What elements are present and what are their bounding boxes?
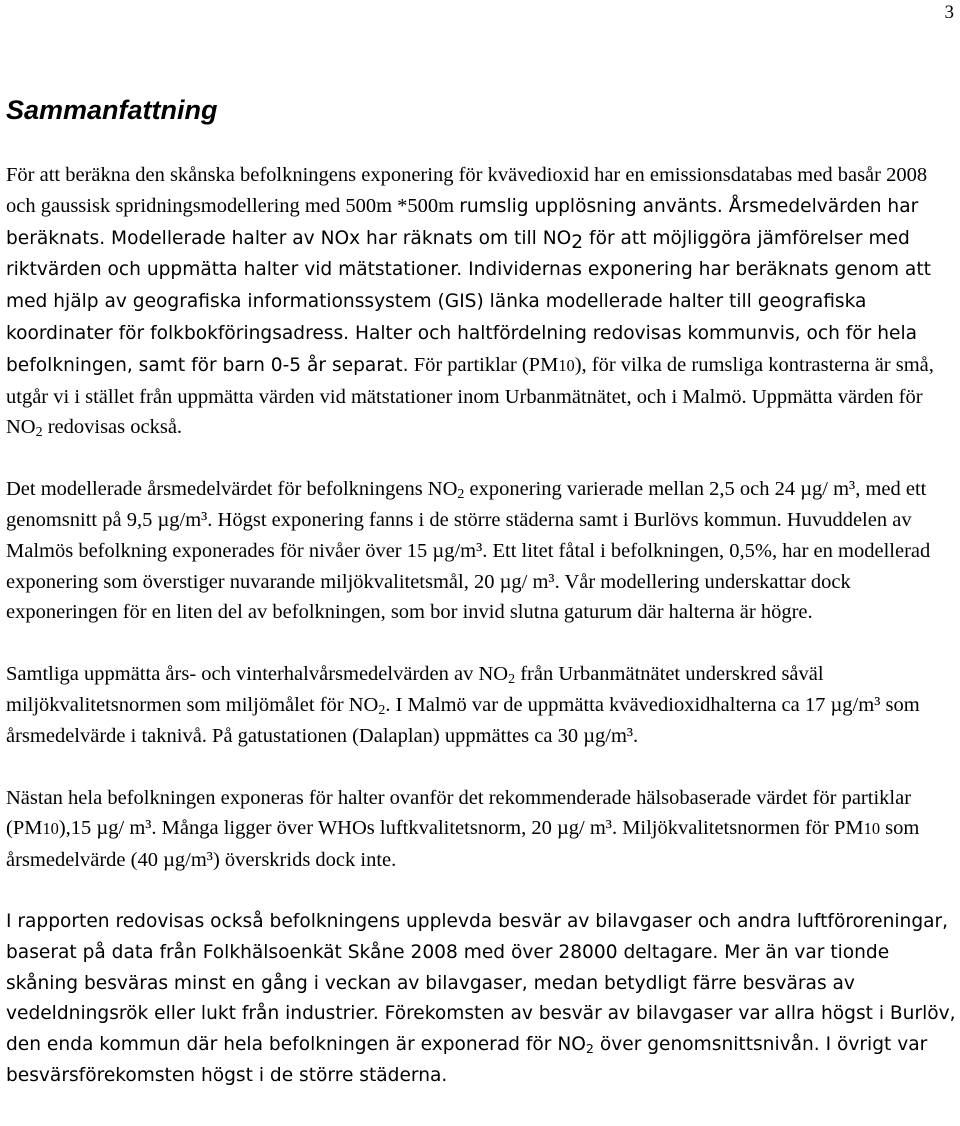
summary-body (6, 160, 956, 1092)
text-run: För att beräkna den skånska befolkningens exponering för kvävedioxid har en emissionsdatabas med basår 2008 och gaussisk spridningsmodellering med 500m *500m (6, 164, 928, 217)
subscript-2: 2 (508, 672, 516, 688)
text-run: för att möjliggöra jämförelser med riktvärden och uppmätta halter vid mätstationer. Individernas exponering har beräknats genom att med hjälp av geografiska informationssystem (GIS) länka modellerade halter till geografiska koordinater för folkbokföringsadress. Halter och haltfördelning redovisas kommunvis, och för hela befolkningen, samt för barn 0-5 år separat. (6, 227, 931, 376)
text-run: ), för vilka de rumsliga kontrasterna är små, utgår vi i stället från uppmätta värden vid mätstationer inom Urbanmätnätet, och i Malmö. Uppmätta värden för NO (6, 353, 934, 439)
subscript-10: 10 (558, 355, 575, 375)
page-number: 3 (944, 2, 954, 23)
paragraph-method (6, 160, 956, 443)
text-run: I rapporten redovisas också befolkningens upplevda besvär av bilavgaser och andra luftföroreningar, baserat på data från Folkhälsoenkät Skåne 2008 med över 28000 deltagare. Mer än var tionde skåning besväras minst en gång i veckan av bilavgaser, medan betydligt färre besväras av vedeldningsrök eller lukt från industrier. Förekomsten av besvär av bilavgaser var allra högst i Burlöv, den enda kommun där hela befolkningen är exponerad för NO (6, 910, 956, 1056)
subscript-2: 2 (457, 487, 465, 503)
paragraph-annoyance (6, 907, 956, 1092)
subscript-2: 2 (571, 231, 584, 253)
text-run: rumslig upplösning använts. Årsmedelvärden har beräknats. Modellerade halter av NOx har räknats om till NO (6, 195, 919, 249)
text-run: från Urbanmätnätet underskred såväl miljökvalitetsnormen som miljömålet för NO (6, 663, 824, 716)
subscript-2: 2 (585, 1040, 594, 1056)
text-run: exponering varierade mellan 2,5 och 24 µg/ m³, med ett genomsnitt på 9,5 µg/m³. Högst exponering fanns i de större städerna samt i Burlövs kommun. Huvuddelen av Malmös befolkning exponerades för nivåer över 15 µg/m³. Ett litet fåtal i befolkningen, 0,5%, har en modellerad exponering som överstiger nuvarande miljökvalitetsmål, 20 µg/ m³. Vår modellering underskattar dock exponeringen för en liten del av befolkningen, som bor invid slutna gaturum där halterna är högre. (6, 478, 931, 624)
text-run: redovisas också. (42, 416, 183, 439)
paragraph-particles (6, 783, 956, 876)
text-run: Samtliga uppmätta års- och vinterhalvårsmedelvärden av NO (6, 663, 509, 686)
text-run: över genomsnittsnivån. I övrigt var besvärsförekomsten högst i de större städerna. (6, 1034, 928, 1086)
paragraph-measurements (6, 659, 956, 751)
text-run: . I Malmö var de uppmätta kvävedioxidhalterna ca 17 µg/m³ som årsmedelvärde i taknivå. På gatustationen (Dalaplan) uppmättes ca 30 µg/m³. (6, 693, 920, 747)
subscript-10: 10 (863, 819, 881, 839)
subscript-10: 10 (42, 819, 59, 839)
subscript-2: 2 (35, 425, 43, 441)
text-run: ),15 µg/ m³. Många ligger över WHOs luftkvalitetsnorm, 20 µg/ m³. Miljökvalitetsnormen för PM (58, 817, 864, 840)
section-heading: Sammanfattning (6, 95, 218, 125)
text-run: För partiklar (PM (408, 353, 559, 376)
text-run: som årsmedelvärde (40 µg/m³) överskrids dock inte. (6, 817, 920, 872)
paragraph-exposure (6, 474, 956, 628)
text-run: Det modellerade årsmedelvärdet för befolkningens NO (6, 478, 458, 501)
subscript-2: 2 (378, 703, 386, 719)
text-run: Nästan hela befolkningen exponeras för halter ovanför det rekommenderade hälsobaserade värdet för partiklar (PM (6, 786, 912, 840)
